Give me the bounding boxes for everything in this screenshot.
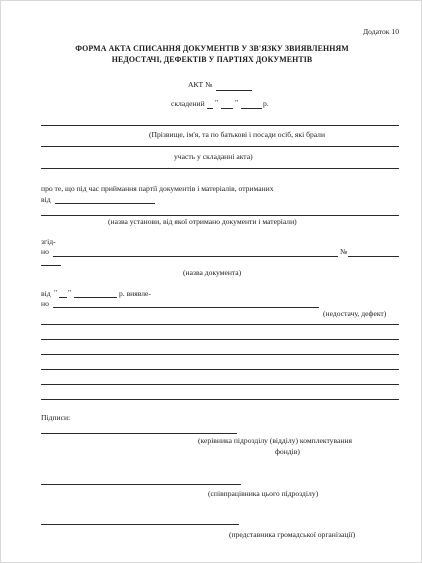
act-number-line (216, 90, 252, 91)
found-from-label: від (41, 289, 51, 298)
employee-signature-line (41, 484, 241, 485)
persons-line-1 (41, 125, 399, 126)
according-document-line (53, 256, 338, 257)
receipt-text: про те, що під час приймання партії документів і матеріалів, отриманих (41, 184, 274, 193)
employee-signature-caption: (співпрацівника цього підрозділу) (208, 489, 319, 498)
compiled-month-line (241, 108, 262, 109)
compiled-year-suffix: р. (263, 99, 269, 108)
found-date-open-quote: " (54, 288, 58, 297)
found-defect-line (53, 307, 319, 308)
head-signature-caption-line-2: фондів) (275, 447, 300, 456)
according-label-line-1: згід- (41, 237, 56, 246)
head-signature-line (41, 433, 237, 434)
signatures-label: Підписи: (41, 413, 71, 422)
form-title-line-2: НЕДОСТАЧІ, ДЕФЕКТІВ У ПАРТІЯХ ДОКУМЕНТІВ (111, 55, 313, 64)
compiled-blank-line (207, 108, 213, 109)
receipt-from-label: від (41, 195, 51, 204)
persons-caption-line-1: (Прізвище, ім'я, та по батькові і посади осіб, які брали (148, 130, 326, 139)
found-day-line (59, 297, 67, 298)
public-org-signature-caption: (представника громадської організації) (229, 530, 356, 539)
found-date-close-quote: " (68, 288, 72, 297)
compiled-label: складений (171, 99, 205, 108)
compiled-day-line (221, 108, 233, 109)
public-org-signature-line (41, 524, 239, 525)
persons-line-3 (41, 168, 399, 169)
according-number-line (348, 256, 399, 257)
description-line-3 (41, 354, 399, 355)
description-line-4 (41, 369, 399, 370)
compiled-date-open-quote: " (215, 98, 219, 107)
persons-caption-line-2: участь у складанні акта) (174, 152, 253, 161)
head-signature-caption-line-1: (керівника підрозділу (відділу) комплектування (198, 436, 352, 445)
found-month-line (74, 297, 117, 298)
compiled-date-close-quote: " (235, 98, 239, 107)
found-suffix-continuation: но (41, 299, 49, 308)
according-doc-caption: (назва документа) (183, 268, 242, 277)
receipt-from-line (41, 215, 399, 216)
description-line-5 (41, 384, 399, 385)
receipt-from-short-line (55, 203, 155, 204)
according-number-label: № (340, 247, 348, 256)
receipt-from-caption: (назва установи, від якої отримано документи і матеріали) (108, 217, 297, 226)
description-line-6 (41, 399, 399, 400)
appendix-label: Додаток 10 (363, 27, 399, 36)
description-line-1 (41, 324, 399, 325)
act-number-label: АКТ № (188, 80, 213, 89)
found-defect-caption: (недостачу, дефект) (323, 309, 387, 318)
found-suffix: р. виявле- (119, 289, 151, 298)
according-label-line-2: но (41, 247, 49, 256)
description-line-2 (41, 339, 399, 340)
form-title-line-1: ФОРМА АКТА СПИСАННЯ ДОКУМЕНТІВ У ЗВ'ЯЗКУ ЗВИЯВЛЕННЯМ (75, 44, 349, 53)
persons-line-2 (41, 146, 399, 147)
according-continuation-line (41, 265, 61, 266)
